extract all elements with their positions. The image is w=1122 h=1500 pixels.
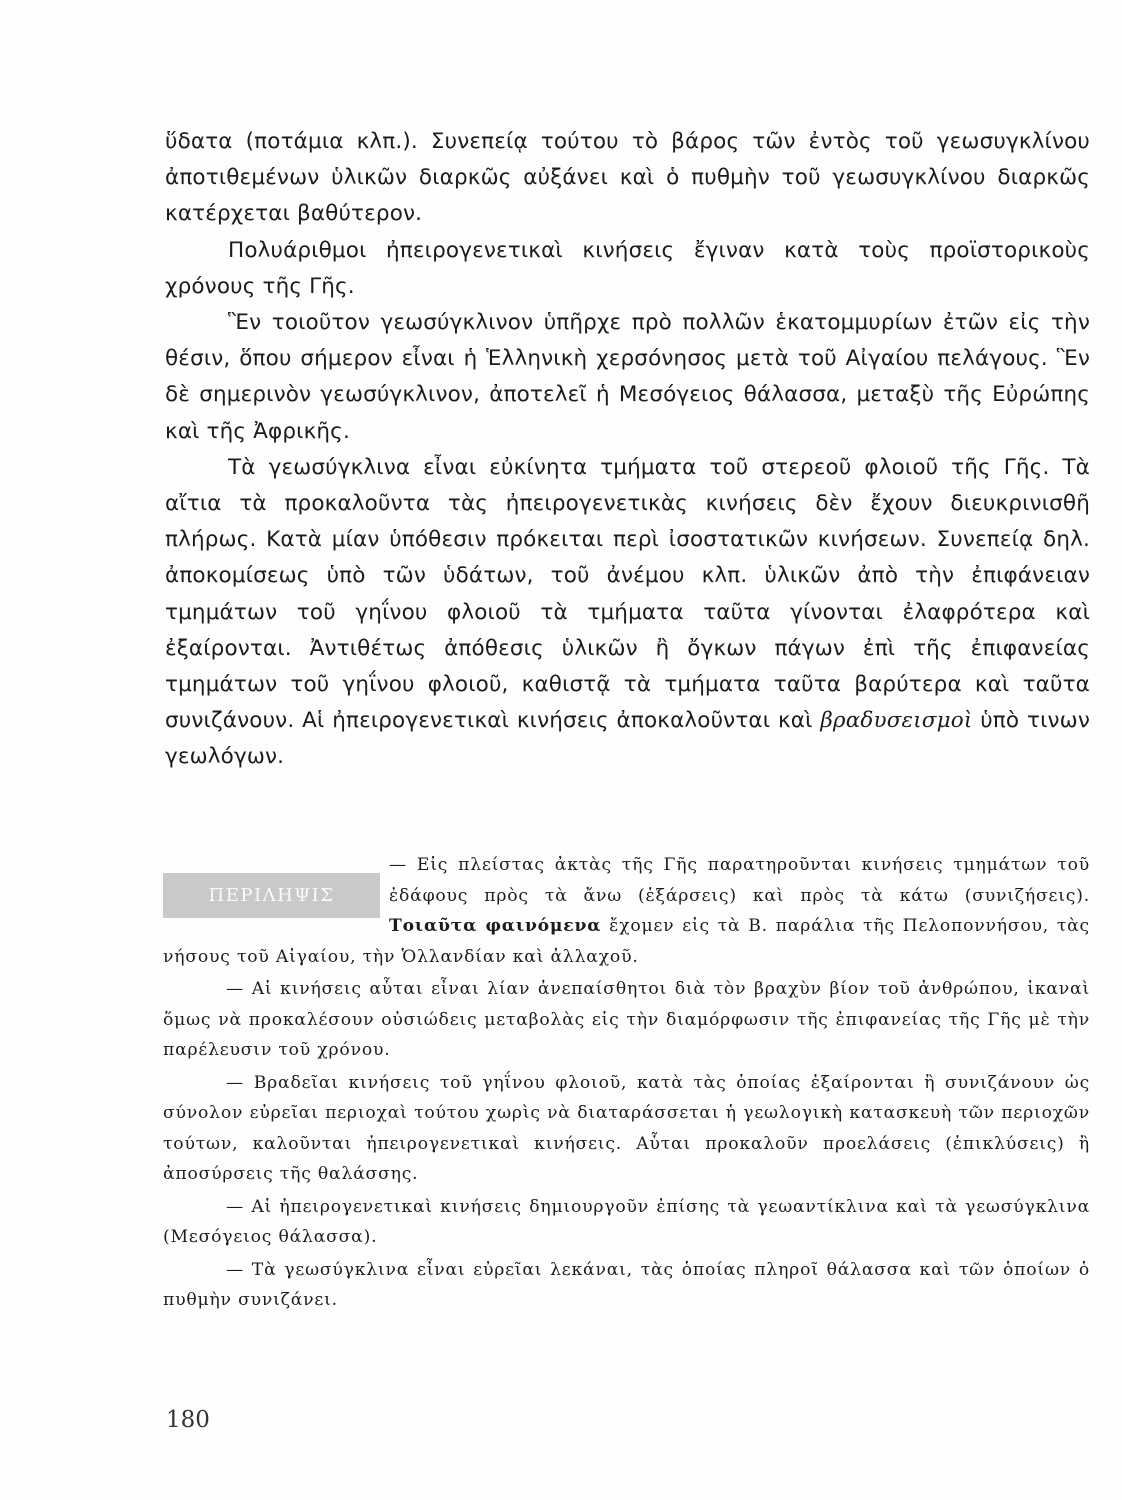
italic-term: βραδυσεισμοὶ xyxy=(820,708,973,734)
summary-item-4: — Αἱ ἠπειρογενετικαὶ κινήσεις δημιουργοῦν ἐπίσης τὰ γεωαντίκλινα καὶ τὰ γεωσύγκλινα (Μεσόγειος θάλασσα). xyxy=(163,1196,1090,1247)
paragraph-4 xyxy=(165,450,1090,776)
main-text xyxy=(165,124,1090,776)
summary-item-3: — Βραδεῖαι κινήσεις τοῦ γηΐνου φλοιοῦ, κατὰ τὰς ὁποίας ἐξαίρονται ἢ συνιζάνουν ὡς σύνολον εὐρεῖαι περιοχαὶ τούτου χωρὶς νὰ διαταράσσεται ἡ γεωλογικὴ κατασκευὴ τῶν περιοχῶν τούτων, καλοῦνται ἠπειρογενετικαὶ κινήσεις. Αὗται προκαλοῦν προελάσεις (ἐπικλύσεις) ἢ ἀποσύρσεις τῆς θαλάσσης. xyxy=(163,1072,1090,1184)
summary-label: ΠΕΡΙΛΗΨΙΣ xyxy=(163,873,380,918)
paragraph-3: Ἓν τοιοῦτον γεωσύγκλινον ὑπῆρχε πρὸ πολλῶν ἑκατομμυρίων ἐτῶν εἰς τὴν θέσιν, ὅπου σήμερον εἶναι ἡ Ἑλληνικὴ χερσόνησος μετὰ τοῦ Αἰγαίου πελάγους. Ἓν δὲ σημερινὸν γεωσύγκλινον, ἀποτελεῖ ἡ Μεσόγειος θάλασσα, μεταξὺ τῆς Εὐρώπης καὶ τῆς Ἀφρικῆς. xyxy=(165,310,1090,444)
summary-section xyxy=(163,850,1090,1318)
paragraph-4-end: ὑπὸ τινων γεωλόγων. xyxy=(165,708,1090,770)
summary-item-1-bold: Τοιαῦτα φαινόμενα xyxy=(389,916,602,936)
summary-item-2: — Αἱ κινήσεις αὗται εἶναι λίαν ἀνεπαίσθητοι διὰ τὸν βραχὺν βίον τοῦ ἀνθρώπου, ἱκαναὶ ὅμως νὰ προκαλέσουν οὐσιώδεις μεταβολὰς εἰς τὴν διαμόρφωσιν τῆς ἐπιφανείας τῆς Γῆς μὲ τὴν παρέλευσιν τοῦ χρόνου. xyxy=(163,979,1090,1060)
summary-item-5: — Τὰ γεωσύγκλινα εἶναι εὐρεῖαι λεκάναι, τὰς ὁποίας πληροῖ θάλασσα καὶ τῶν ὁποίων ὁ πυθμὴν συνιζάνει. xyxy=(163,1259,1090,1310)
paragraph-4-text: Τὰ γεωσύγκλινα εἶναι εὐκίνητα τμήματα τοῦ στερεοῦ φλοιοῦ τῆς Γῆς. Τὰ αἴτια τὰ προκαλοῦντα τὰς ἠπειρογενετικὰς κινήσεις δὲν ἔχουν διευκρινισθῆ πλήρως. Κατὰ μίαν ὑπόθεσιν πρόκειται περὶ ἰσοστατικῶν κινήσεων. Συνεπείᾳ δηλ. ἀποκομίσεως ὑπὸ τῶν ὑδάτων, τοῦ ἀνέμου κλπ. ὑλικῶν ἀπὸ τὴν ἐπιφάνειαν τμημάτων τοῦ γηΐνου φλοιοῦ τὰ τμήματα ταῦτα γίνονται ἐλαφρότερα καὶ ἐξαίρονται. Ἀντιθέτως ἀπόθεσις ὑλικῶν ἢ ὄγκων πάγων ἐπὶ τῆς ἐπιφανείας τμημάτων τοῦ γηΐνου φλοιοῦ, καθιστᾷ τὰ τμήματα ταῦτα βαρύτερα καὶ ταῦτα συνιζάνουν. Αἱ ἠπειρογενετικαὶ κινήσεις ἀποκαλοῦνται καὶ xyxy=(165,454,1090,734)
paragraph-2: Πολυάριθμοι ἠπειρογενετικαὶ κινήσεις ἔγιναν κατὰ τοὺς προϊστορικοὺς χρόνους τῆς Γῆς. xyxy=(165,237,1090,299)
page-number: 180 xyxy=(166,1407,210,1433)
summary-item-1-text: — Εἰς πλείστας ἀκτὰς τῆς Γῆς παρατηροῦνται κινήσεις τμημάτων τοῦ ἐδάφους πρὸς τὰ ἄνω (ἐξάρσεις) καὶ πρὸς τὰ κάτω (συνιζήσεις). xyxy=(389,855,1090,906)
paragraph-1: ὕδατα (ποτάμια κλπ.). Συνεπείᾳ τούτου τὸ βάρος τῶν ἐντὸς τοῦ γεωσυγκλίνου ἀποτιθεμένων ὑλικῶν διαρκῶς αὐξάνει καὶ ὁ πυθμὴν τοῦ γεωσυγκλίνου διαρκῶς κατέρχεται βαθύτερον. xyxy=(165,129,1090,227)
summary-item-1-end: ἔχομεν εἰς τὰ Β. παράλια τῆς Πελοποννήσου, τὰς νήσους τοῦ Αἰγαίου, τὴν Ὁλλανδίαν καὶ ἀλλαχοῦ. xyxy=(163,916,1090,967)
